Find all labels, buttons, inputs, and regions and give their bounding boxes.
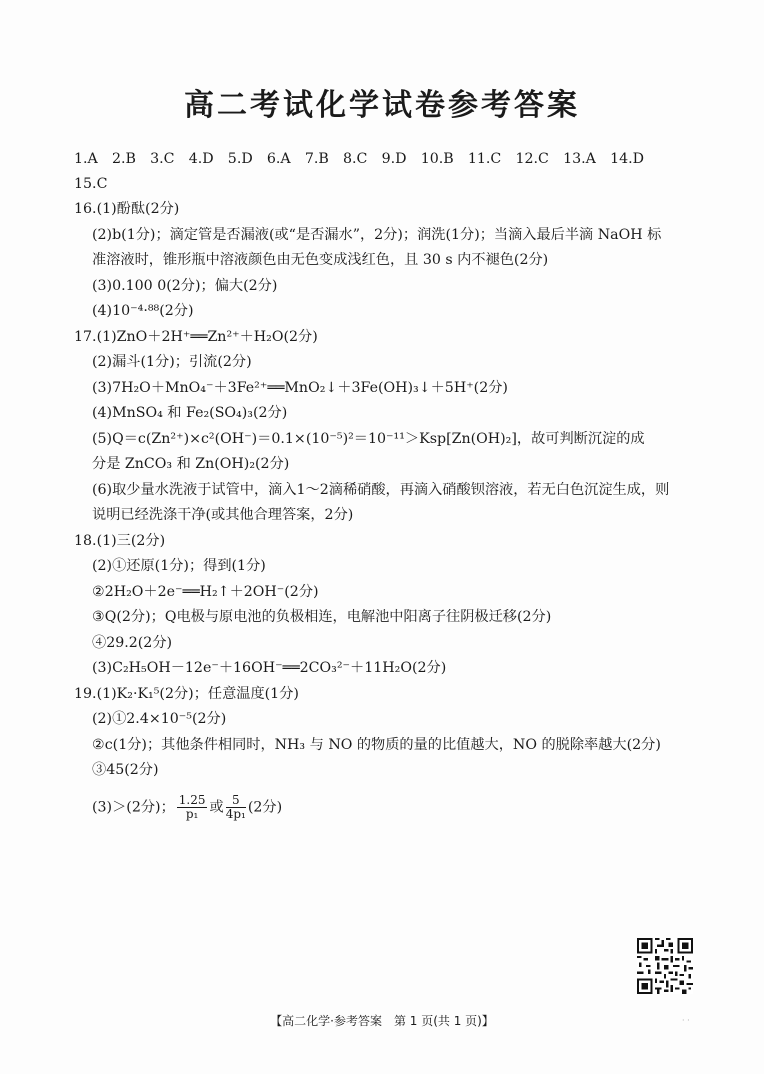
fraction-2-denominator: 4p₁ <box>225 807 246 821</box>
answer-line-17-3: (3)7H₂O＋MnO₄⁻＋3Fe²⁺══MnO₂↓＋3Fe(OH)₃↓＋5H⁺(2分) <box>92 380 508 396</box>
answer-line-19-2c: ③45(2分) <box>92 762 159 778</box>
answer-line-18-2d: ④29.2(2分) <box>92 635 173 651</box>
answer-line-17-5b: 分是 ZnCO₃ 和 Zn(OH)₂(2分) <box>92 456 290 472</box>
fraction-1-denominator: p₁ <box>185 807 199 821</box>
answer-line-mc-1: 1.A 2.B 3.C 4.D 5.D 6.A 7.B 8.C 9.D 10.B 11.C 12.C 13.A 14.D <box>74 151 645 167</box>
answer-19-3-prefix: (3)＞(2分)； <box>92 799 175 816</box>
answer-line-16-1: 16.(1)酚酞(2分) <box>74 201 180 217</box>
page-footer: 【高二化学·参考答案 第 1 页(共 1 页)】 <box>270 1014 494 1028</box>
qr-code-icon <box>637 938 693 994</box>
answer-line-17-5a: (5)Q＝c(Zn²⁺)×c²(OH⁻)＝0.1×(10⁻⁵)²＝10⁻¹¹＞Ksp[Zn(OH)₂]，故可判断沉淀的成 <box>92 431 645 447</box>
answer-line-19-3 <box>92 794 282 821</box>
answer-line-16-2b: 准溶液时，锥形瓶中溶液颜色由无色变成浅红色，且 30 s 内不褪色(2分) <box>92 252 549 268</box>
answer-line-19-2a: (2)①2.4×10⁻⁵(2分) <box>92 711 227 727</box>
answer-line-16-2a: (2)b(1分)；滴定管是否漏液(或“是否漏水”，2分)；润洗(1分)；当滴入最后半滴 NaOH 标 <box>92 227 662 243</box>
fraction-2-numerator: 5 <box>226 794 246 808</box>
fraction-2 <box>226 794 246 821</box>
answer-line-17-1: 17.(1)ZnO＋2H⁺══Zn²⁺＋H₂O(2分) <box>74 329 318 345</box>
answer-line-mc-2: 15.C <box>74 176 108 192</box>
fraction-1-numerator: 1.25 <box>178 793 206 807</box>
corner-mark: · · <box>682 1016 690 1025</box>
answer-line-17-6b: 说明已经洗涤干净(或其他合理答案，2分) <box>92 507 354 523</box>
page-title: 高二考试化学试卷参考答案 <box>184 88 580 123</box>
answer-19-3-suffix: (2分) <box>247 799 283 816</box>
answer-line-18-3: (3)C₂H₅OH－12e⁻＋16OH⁻══2CO₃²⁻＋11H₂O(2分) <box>92 660 447 676</box>
fraction-1 <box>177 794 208 821</box>
answer-line-19-1: 19.(1)K₂·K₁⁵(2分)；任意温度(1分) <box>74 686 299 702</box>
answer-line-18-1: 18.(1)三(2分) <box>74 533 166 549</box>
answer-19-3-or: 或 <box>209 799 224 816</box>
answer-line-18-2c: ③Q(2分)；Q电极与原电池的负极相连，电解池中阳离子往阴极迁移(2分) <box>92 609 552 625</box>
answer-line-17-2: (2)漏斗(1分)；引流(2分) <box>92 354 252 370</box>
answer-line-19-2b: ②c(1分)；其他条件相同时，NH₃ 与 NO 的物质的量的比值越大，NO 的脱除率越大(2分) <box>92 737 661 753</box>
answer-line-17-4: (4)MnSO₄ 和 Fe₂(SO₄)₃(2分) <box>92 405 288 421</box>
answer-line-18-2a: (2)①还原(1分)；得到(1分) <box>92 558 266 574</box>
answer-line-17-6a: (6)取少量水洗液于试管中，滴入1～2滴稀硝酸，再滴入硝酸钡溶液，若无白色沉淀生成，则 <box>92 482 670 498</box>
answer-line-16-3: (3)0.100 0(2分)；偏大(2分) <box>92 278 278 294</box>
answer-line-18-2b: ②2H₂O＋2e⁻══H₂↑＋2OH⁻(2分) <box>92 584 319 600</box>
answer-line-16-4: (4)10⁻⁴·⁸⁸(2分) <box>92 303 194 319</box>
